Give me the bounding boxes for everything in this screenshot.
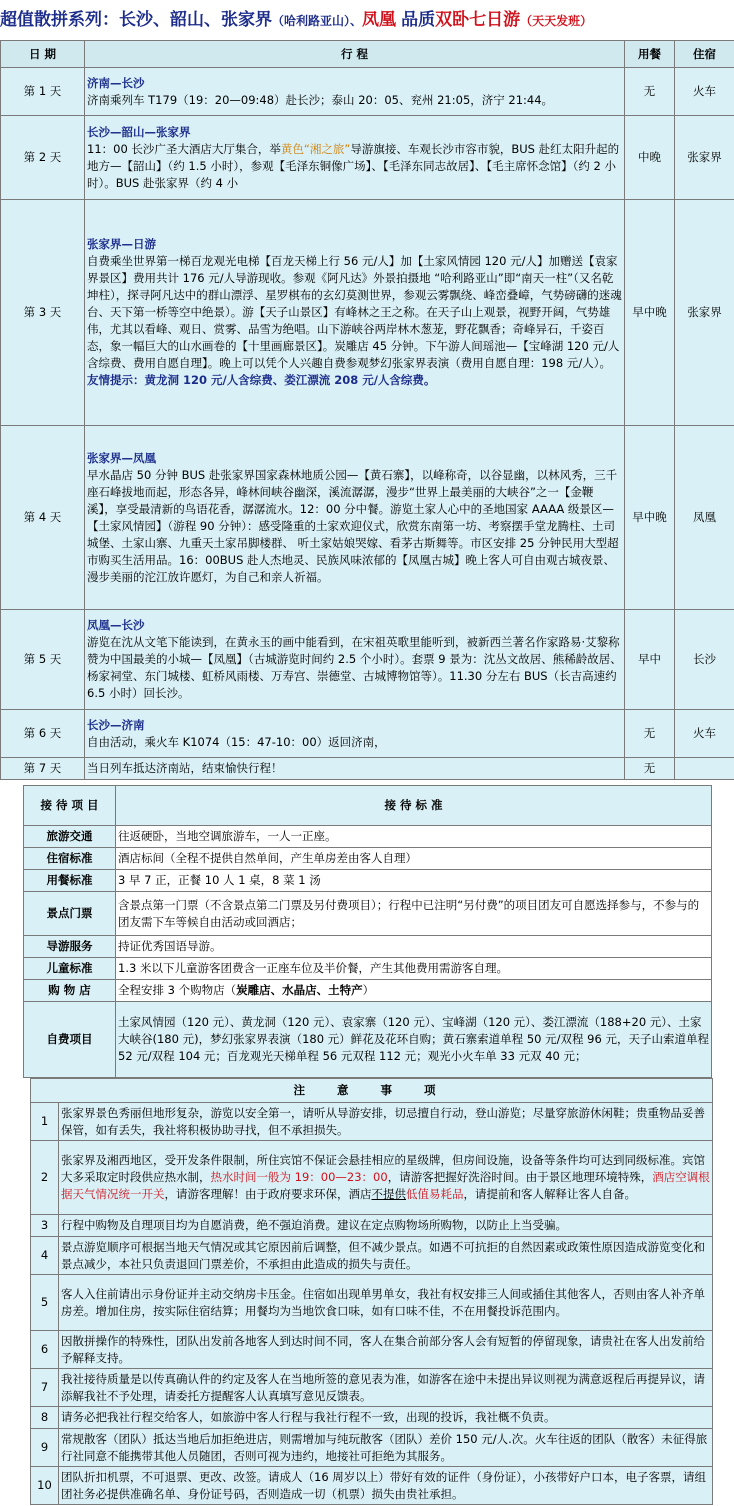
day-desc: 当日列车抵达济南站，结束愉快行程！	[87, 761, 283, 775]
table-row	[31, 1369, 713, 1407]
table-row	[24, 848, 712, 870]
service-label: 购 物 店	[24, 980, 116, 1002]
service-value: 持证优秀国语导游。	[116, 936, 712, 958]
day-stay	[675, 758, 734, 780]
note-text-a: 张家界及湘西地区，受开发条件限制，所住宾馆不保证会悬挂相应的星级牌，但房间设施，设备等条件均可达到同级标准。宾馆大多采取定时段供应热水制，	[61, 1153, 705, 1184]
note-text: 客人入住前请出示身份证并主动交纳房卡压金。住宿如出现单男单女，我社有权安排三人间或插住其他客人，否则由客人补齐单房差。增加住房，按实际住宿结算；用餐均为当地饮食口味，如有口味不佳，不在用餐投诉范围内。	[59, 1275, 713, 1331]
day-title: 长沙—韶山—张家界	[87, 124, 191, 139]
service-value: 1.3 米以下儿童游客团费含一正座车位及半价餐，产生其他费用需游客自理。	[116, 958, 712, 980]
service-label: 导游服务	[24, 936, 116, 958]
service-value-text: 全程安排 3 个购物店（	[118, 983, 237, 997]
note-number: 3	[31, 1215, 59, 1237]
table-row	[31, 1215, 713, 1237]
day-content	[85, 426, 625, 610]
note-number: 4	[31, 1237, 59, 1275]
day-content	[85, 68, 625, 116]
title-prefix: 超值散拼系列：长沙、韶山、张家界	[0, 10, 272, 30]
notes-title: 注 意 事 项	[31, 1079, 713, 1103]
note-text: 景点游览顺序可根据当地天气情况或其它原因前后调整，但不减少景点。如遇不可抗拒的自然因素或政策性原因造成游览变化和景点减少，本社只负责退回门票差价，不承担由此造成的损失与责任。	[59, 1237, 713, 1275]
service-value-end: ）	[362, 983, 375, 997]
note-text: 团队折扣机票，不可退票、更改、改签。请成人（16 周岁以上）带好有效的证件（身份证），小孩带好户口本，电子客票，请组团社务必提供准确名单、身份证号码，否则造成一切（机票）损失由贵社承担。	[59, 1467, 713, 1505]
note-text-e: ，请游客理解！由于政府要求环保，酒店	[164, 1187, 372, 1201]
table-row	[24, 892, 712, 936]
service-label: 住宿标准	[24, 848, 116, 870]
title-fenghuang: 凤凰	[362, 10, 397, 30]
title-prefix-note: （哈利路亚山）、	[272, 14, 363, 28]
service-value	[116, 980, 712, 1002]
table-row	[31, 1467, 713, 1505]
itinerary-header	[1, 41, 734, 68]
day-desc: 济南乘列车 T179（19：20—09:48）赴长沙；泰山 20：05、兖州 21:05，济宁 21:44。	[87, 92, 554, 107]
day-label: 第 3 天	[1, 200, 85, 426]
header-day: 日 期	[1, 41, 85, 68]
service-header-right: 接 待 标 准	[116, 786, 712, 826]
day-desc: 早水晶店 50 分钟 BUS 赴张家界国家森林地质公园—【黄石寨】，以峰称奇，以谷显幽，以林风秀，三千座石峰拔地而起，形态各异，峰林间峡谷幽深，溪流潺潺，漫步“世界上最美丽的大峡谷”之一【金鞭溪】，享受最清新的鸟语花香，潺潺流水。12：00 分中餐。游览土家人心中的圣地国家 AAAA 级景区—【土家风情园】（游程 90 分钟）：感受隆重的土家欢迎仪式，欣赏东南第一坊、考察摆手堂龙腾柱、土司城堡、土家山寨、九重天土家吊脚楼群、 听土家姑娘哭嫁、看茅古斯舞等。市区安排 25 分钟民用大型超市购买生活用品。16：00BUS 赴人杰地灵、民族风味浓郁的【凤凰古城】晚上客人可自由观古城夜景、漫步美丽的沱江放许愿灯，为自己和亲人祈福。	[87, 467, 619, 584]
itinerary-table	[0, 40, 734, 780]
day-content	[85, 116, 625, 200]
note-text-d: 酒店空调根据天气情况统一开关	[61, 1170, 710, 1201]
service-value: 含景点第一门票（不含景点第二门票及另付费项目）；行程中已注明“另付费”的项目团友可自愿选择参与，不参与的团友需下车等候自由活动或回酒店；	[116, 892, 712, 936]
day-label: 第 4 天	[1, 426, 85, 610]
day-stay: 张家界	[675, 200, 734, 426]
day-desc: 自由活动，乘火车 K1074（15：47-10：00）返回济南，	[87, 734, 386, 749]
note-text: 请务必把我社行程交给客人，如旅游中客人行程与我社行程不一致，出现的投诉，我社概不负责。	[59, 1407, 713, 1429]
service-value: 酒店标间（全程不提供自然单间，产生单房差由客人自理）	[116, 848, 712, 870]
notes-table	[30, 1078, 713, 1505]
day-content	[85, 758, 625, 780]
day-desc-highlight: 黄色“湘之旅”	[280, 141, 351, 156]
table-row	[1, 68, 734, 116]
service-header	[24, 786, 712, 826]
note-text: 常规散客（团队）抵达当地后加拒绝进店，则需增加与纯玩散客（团队）差价 150 元/人.次。火车往返的团队（散客）未征得旅行社同意不能携带其他人员随团，否则可视为违约，地接社可拒绝为其服务。	[59, 1429, 713, 1467]
service-value: 3 早 7 正，正餐 10 人 1 桌，8 菜 1 汤	[116, 870, 712, 892]
service-header-left: 接 待 项 目	[24, 786, 116, 826]
note-number: 6	[31, 1331, 59, 1369]
service-standards-table	[23, 785, 712, 1078]
service-label: 景点门票	[24, 892, 116, 936]
day-desc	[87, 141, 622, 192]
day-meal: 无	[625, 758, 675, 780]
table-row	[31, 1407, 713, 1429]
day-content	[85, 200, 625, 426]
day-meal: 早中晚	[625, 200, 675, 426]
day-label: 第 7 天	[1, 758, 85, 780]
day-content	[85, 610, 625, 710]
note-number: 7	[31, 1369, 59, 1407]
day-title: 张家界—凤凰	[87, 450, 156, 465]
table-row	[1, 426, 734, 610]
table-row	[31, 1141, 713, 1215]
table-row	[24, 870, 712, 892]
day-meal: 早中晚	[625, 426, 675, 610]
service-value: 往返硬卧，当地空调旅游车，一人一正座。	[116, 826, 712, 848]
table-row	[1, 116, 734, 200]
service-label: 用餐标准	[24, 870, 116, 892]
note-text: 张家界景色秀丽但地形复杂，游览以安全第一，请听从导游安排，切忌擅自行动，登山游览；尽量穿旅游休闲鞋；贵重物品妥善保管，如有丢失，我社将积极协助寻找，但不承担损失。	[59, 1103, 713, 1141]
table-row	[1, 758, 734, 780]
day-desc-a: 11：00 长沙广圣大酒店大厅集合，举	[87, 141, 281, 156]
note-number: 10	[31, 1467, 59, 1505]
table-row	[31, 1275, 713, 1331]
day-title: 凤凰—长沙	[87, 618, 145, 632]
day-meal: 早中	[625, 610, 675, 710]
day-title: 张家界—日游	[87, 237, 156, 251]
table-row	[24, 1002, 712, 1078]
note-text: 行程中购物及自理项目均为自愿消费，绝不强迫消费。建议在定点购物场所购物，以防止上当受骗。	[59, 1215, 713, 1237]
table-row	[24, 980, 712, 1002]
note-text-c: ，请游客把握好洗浴时间。由于景区地理环境特殊，	[387, 1170, 653, 1184]
day-stay: 张家界	[675, 116, 734, 200]
note-text	[59, 1141, 713, 1215]
header-stay: 住宿	[675, 41, 734, 68]
service-value: 土家风情园（120 元）、黄龙洞（120 元）、袁家寨（120 元）、宝峰湖（120 元）、娄江漂流（188+20 元）、土家大峡谷(180 元)，梦幻张家界表演（180 元）鲜花及花环自购；黄石寨索道单程 50 元/双程 96 元，天子山索道单程 52 元/双程 104 元；百龙观光天梯单程 56 元双程 112 元；观光小火车单 33 元双 40 元；	[116, 1002, 712, 1078]
table-row	[1, 610, 734, 710]
table-row	[31, 1103, 713, 1141]
day-stay: 凤凰	[675, 426, 734, 610]
note-text: 因散拼操作的特殊性，团队出发前各地客人到达时间不同，客人在集合前部分客人会有短暂的停留现象，请贵社在客人出发前给予解释支持。	[59, 1331, 713, 1369]
service-label: 儿童标准	[24, 958, 116, 980]
day-stay: 火车	[675, 710, 734, 758]
header-meal: 用餐	[625, 41, 675, 68]
day-meal: 无	[625, 68, 675, 116]
table-row	[24, 826, 712, 848]
table-row	[31, 1237, 713, 1275]
day-label: 第 1 天	[1, 68, 85, 116]
note-number: 1	[31, 1103, 59, 1141]
table-row	[31, 1429, 713, 1467]
table-row	[24, 958, 712, 980]
day-content	[85, 710, 625, 758]
day-meal: 无	[625, 710, 675, 758]
note-number: 9	[31, 1429, 59, 1467]
note-text-h: ，请提前和客人解释让客人自备。	[463, 1187, 636, 1201]
day-title: 长沙—济南	[87, 717, 145, 732]
day-desc-b: 导游旗接、车观长沙市容市貌，BUS 赴红太阳升起的地方—【韶山】（约 1.5 小时），参观【毛泽东铜像广场】、【毛泽东同志故居】、【毛主席怀念馆】（约 2 小时）。BUS 赴张家界（约 4 小	[87, 141, 620, 190]
header-route: 行 程	[85, 41, 625, 68]
day-stay: 长沙	[675, 610, 734, 710]
note-text-g: 低值易耗品	[406, 1187, 464, 1201]
day-label: 第 6 天	[1, 710, 85, 758]
service-label: 自费项目	[24, 1002, 116, 1078]
note-text: 我社接待质量是以传真确认件的约定及客人在当地所签的意见表为准，如游客在途中未提出异议则视为满意返程后再提异议，请添解我社不予处理，请委托方提醒客人认真填写意见反馈表。	[59, 1369, 713, 1407]
day-label: 第 5 天	[1, 610, 85, 710]
day-tip: 友情提示：黄龙洞 120 元/人含综费、娄江漂流 208 元/人含综费。	[87, 373, 436, 387]
table-row	[1, 200, 734, 426]
table-row	[1, 710, 734, 758]
day-desc: 游览在沈从文笔下能读到，在黄永玉的画中能看到，在宋祖英歌里能听到，被新西兰著名作家路易·艾黎称赞为中国最美的小城—【凤凰】（古城游览时间约 2.5 个小时）。套票 9 景为：沈丛文故居、熊稀龄故居、杨家祠堂、东门城楼、虹桥风雨楼、万寿宫、崇德堂、古城博物馆等）。11.30 分左右 BUS（长吉高速约 6.5 小时）回长沙。	[87, 635, 622, 700]
day-meal: 中晚	[625, 116, 675, 200]
notes-header	[31, 1079, 713, 1103]
day-label: 第 2 天	[1, 116, 85, 200]
title-quality: 品质	[401, 10, 436, 30]
day-stay: 火车	[675, 68, 734, 116]
day-desc	[87, 253, 622, 389]
note-number: 8	[31, 1407, 59, 1429]
title-double: 双卧七日游	[435, 10, 521, 30]
service-value-bold: 炭雕店、水晶店、土特产	[236, 983, 363, 997]
title-daily: （天天发班）	[520, 14, 593, 28]
note-number: 2	[31, 1141, 59, 1215]
day-title: 济南—长沙	[87, 75, 145, 90]
day-desc-text: 自费乘坐世界第一梯百龙观光电梯【百龙天梯上行 56 元/人】加【土家风情园 120 元/人】加赠送【袁家界景区】费用共计 176 元/人导游现收。参观《阿凡达》外景拍摄地 “哈利路亚山”即“南天一柱”（又名乾坤柱），探寻阿凡达中的群山漂浮、星罗棋布的玄幻莫测世界，参观云雾飘绕、峰峦叠嶂，气势磅礴的迷魂台、天下第一桥等空中绝景）。游【天子山景区】有峰林之王之称。在天子山上观景，视野开阔，气势雄伟，尤其以看峰、观日、赏雾、品雪为绝唱。山下游峡谷两岸林木葱茏，野花飘香；奇峰异石，千姿百态，象一幅巨大的山水画卷的【十里画廊景区】。炭雕店 45 分钟。下午游人间瑶池—【宝峰湖 120 元/人含综费、费用自愿自理】。晚上可以凭个人兴趣自费参观梦幻张家界表演（费用自愿自理：198 元/人）。	[87, 254, 622, 370]
note-number: 5	[31, 1275, 59, 1331]
note-text-f: 不提供	[371, 1187, 406, 1201]
page-title	[0, 0, 734, 40]
table-row	[31, 1331, 713, 1369]
service-label: 旅游交通	[24, 826, 116, 848]
note-text-b: 热水时间一般为 19：00—23：00	[210, 1170, 388, 1184]
table-row	[24, 936, 712, 958]
